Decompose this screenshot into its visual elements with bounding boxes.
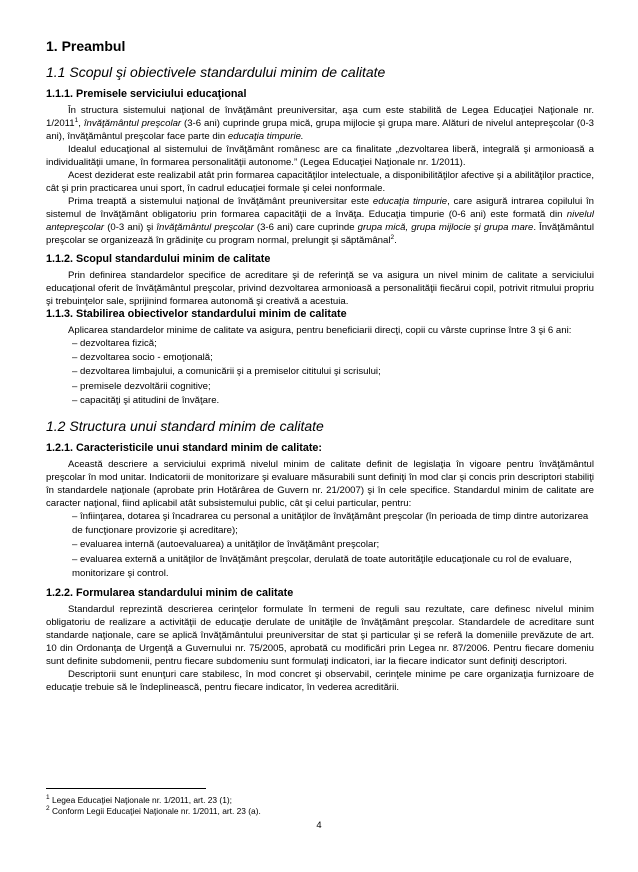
paragraph-2: Idealul educaţional al sistemului de învăţământ românesc are ca finalitate „dezvoltarea liberă, integrală şi armonioasă a individualităţii umane, în formarea personalităţii autonome.” (Legea Educaţiei Naţionale nr. 1/2011). [46, 144, 594, 168]
paragraph-5: Prin definirea standardelor specifice de acreditare şi de referinţă se va asigura un nivel minim de calitate a serviciului educaţional oferit de învăţământul preşcolar, privind dezvoltarea armonioasă a personalităţii fiecărui copil, potrivit ritmului propriu şi trebuinţelor sale, sprijinind formarea autonomă şi creativă a acestuia. [46, 270, 594, 307]
list-item: – înfiinţarea, dotarea şi încadrarea cu personal a unităţilor de învăţământ preşcolar (în perioada de timp dintre autorizarea de funcţionare provizorie şi acreditare); [72, 510, 594, 538]
footnote-separator [46, 788, 206, 789]
footnote-1: $^1$ Legea Educaţiei Naţionale nr. 1/2011, art. 23 (1); [46, 794, 232, 805]
paragraph-7: Această descriere a serviciului exprimă nivelul minim de calitate definit de legislaţia în vigoare pentru învăţământul preşcolar în mod unitar. Indicatorii de monitorizare şi evaluare măsurabili sunt definiţi în mod clar şi concis prin descriptori stabiliţi în standardele naţionale (aprobate prin Hotărârea de Guvern nr. 21/2007) şi în cele specifice. Standardul minim de calitate are caracter naţional, fiind aplicabil atât subsistemului public, cât şi celui particular, pentru: [46, 459, 594, 510]
paragraph-9: Descriptorii sunt enunţuri care stabilesc, în mod concret şi observabil, cerinţele minime pe care organizaţia furnizoare de educaţie trebuie să le îndeplinească, pentru fiecare indicator, în vederea acreditării. [46, 669, 594, 694]
heading-1-1-3: 1.1.3. Stabilirea obiectivelor standardului minim de calitate [46, 308, 347, 320]
footnote-ref-2: 2 [390, 233, 395, 241]
heading-1-1-2: 1.1.2. Scopul standardului minim de calitate [46, 253, 271, 265]
list-item: – premisele dezvoltării cognitive; [72, 380, 594, 394]
list-item: – dezvoltarea socio - emoţională; [72, 351, 594, 365]
objectives-list [46, 337, 594, 408]
list-item: – dezvoltarea fizică; [72, 337, 594, 351]
subsection-title-1-2: 1.2 Structura unui standard minim de calitate [46, 418, 324, 435]
list-item: – capacităţi şi atitudini de învăţare. [72, 394, 594, 408]
page-number: 4 [316, 819, 322, 830]
heading-1-1-1: 1.1.1. Premisele serviciului educaţional [46, 88, 247, 100]
paragraph-4: Prima treaptă a sistemului naţional de învăţământ preuniversitar este educaţia timpurie, care asigură intrarea copilului în sistemul de învăţământ obligatoriu prin formarea capacităţii de a învăţa. Educaţia timpurie (0-6 ani) este formată din nivelul antepreşcolar (0-3 ani) şi învăţământul preşcolar (3-6 ani) care cuprinde grupa mică, grupa mijlocie şi grupa mare. Învăţământul preşcolar se organizează în grădiniţe cu program normal, prelungit şi săptămânal$^2$. [46, 196, 594, 246]
list-item: – evaluarea internă (autoevaluarea) a unităţilor de învăţământ preşcolar; [72, 538, 594, 552]
paragraph-8: Standardul reprezintă descrierea cerinţelor formulate în termeni de reguli sau rezultate, care definesc nivelul minim obligatoriu de realizare a activităţii de educaţie derulate de unităţile de învăţământ preşcolar. Standardele de acreditare sunt standarde naţionale, care se aplică învăţământului preuniversitar de stat şi particular şi se referă la domeniile prevăzute de art. 10 din Ordonanţa de Urgenţă a Guvernului nr. 75/2005, aprobată cu modificări prin Legea nr. 87/2006. Pentru fiecare domeniu sunt definite subdomenii, pentru fiecare subdomeniu sunt formulaţi indicatori, iar la fiecare indicator sunt definiţi descriptori. [46, 604, 594, 668]
footnote-ref-1: 1 [74, 116, 79, 124]
paragraph-1: În structura sistemului naţional de învăţământ preuniversitar, aşa cum este stabilită de Legea Educaţiei Naţionale nr. 1/2011$^1$, învăţământul preşcolar (3-6 ani) cuprinde grupa mică, grupa mijlocie şi grupa mare. Alături de nivelul antepreşcolar (0-3 ani), învăţământul preşcolar face parte din educaţia timpurie. [46, 105, 594, 142]
section-title-preambul: 1. Preambul [46, 38, 126, 54]
footnote-2: $^2$ Conform Legii Educaţiei Naţionale nr. 1/2011, art. 23 (a). [46, 805, 261, 816]
subsection-title-1-1: 1.1 Scopul şi obiectivele standardului minim de calitate [46, 64, 386, 80]
list-item: – dezvoltarea limbajului, a comunicării şi a premiselor cititului şi scrisului; [72, 365, 594, 379]
paragraph-6: Aplicarea standardelor minime de calitate va asigura, pentru beneficiarii direcţi, copii cu vârste cuprinse între 3 şi 6 ani: [68, 325, 572, 336]
heading-1-2-2: 1.2.2. Formularea standardului minim de calitate [46, 587, 294, 600]
heading-1-2-1: 1.2.1. Caracteristicile unui standard minim de calitate: [46, 442, 323, 455]
applicability-list [46, 510, 594, 581]
document-body [46, 38, 594, 694]
paragraph-3: Acest deziderat este realizabil atât prin formarea capacităţilor intelectuale, a disponibilităţilor afective şi a abilităţilor practice, cât şi prin practicarea unui sport, în cadrul educaţiei formale şi celei nonformale. [46, 170, 594, 194]
list-item: – evaluarea externă a unităţilor de învăţământ preşcolar, derulată de toate autorităţile educaţionale cu rol de evaluare, monitorizare şi control. [72, 553, 594, 581]
